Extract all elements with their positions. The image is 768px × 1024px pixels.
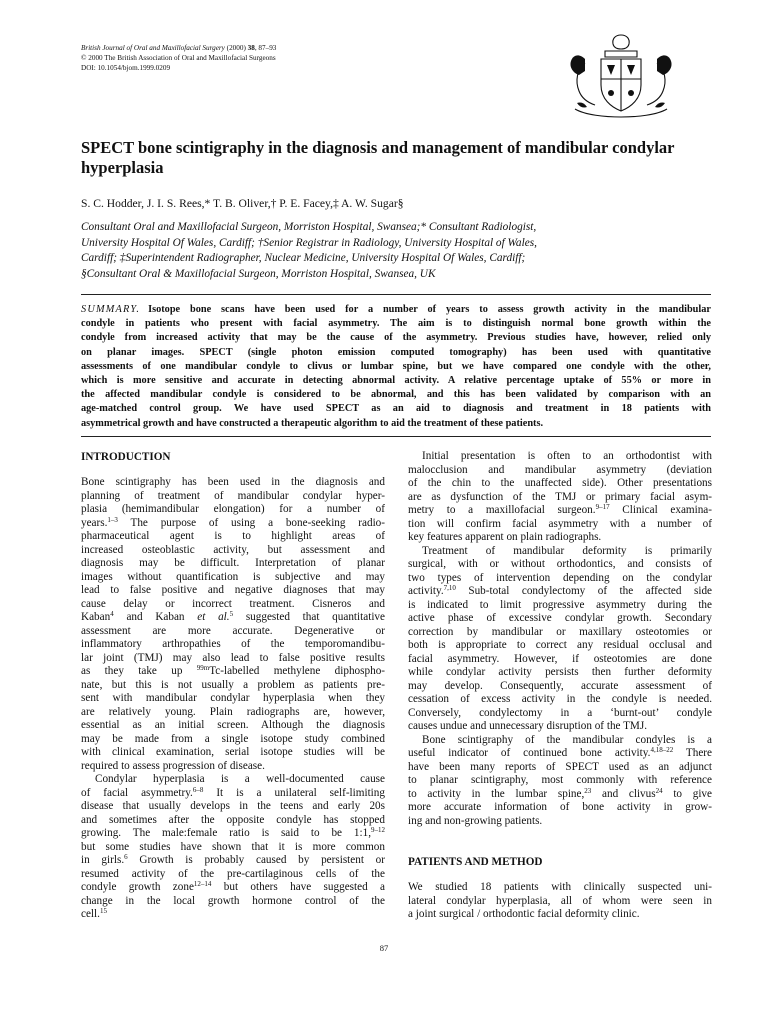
affiliation-line: University Hospital Of Wales, Cardiff; †Senior Registrar in Radiology, University Hospital of Wales,: [81, 236, 537, 249]
journal-doi: DOI: 10.1054/bjom.1999.0209: [81, 64, 171, 72]
affiliation-line: Consultant Oral and Maxillofacial Surgeon, Morriston Hospital, Swansea;* Consultant Radiologist,: [81, 221, 537, 233]
summary-line: condyle from increased activity that may be the cause of the asymmetry. Previous studies have, however, relied only: [81, 332, 711, 344]
article-authors: S. C. Hodder, J. I. S. Rees,* T. B. Oliver,† P. E. Facey,‡ A. W. Sugar§: [81, 197, 404, 210]
summary-bottom-rule: [81, 436, 711, 437]
introduction-heading: INTRODUCTION: [81, 451, 171, 463]
summary-abstract: [81, 303, 711, 431]
summary-label: SUMMARY.: [81, 304, 141, 315]
summary-line: which is more sensitive and accurate in detecting abnormal activity. A relative percentage uptake of 55% or more in: [81, 375, 711, 387]
summary-top-rule: [81, 294, 711, 295]
summary-line: age-matched control group. We have used SPECT as an aid to diagnosis and treatment in 18 patients with: [81, 403, 711, 415]
journal-copyright: © 2000 The British Association of Oral and Maxillofacial Surgeons: [81, 54, 276, 62]
summary-line: the affected mandibular condyle is considered to be abnormal, and this has been validated by comparison with an: [81, 389, 711, 401]
right-column: [408, 450, 712, 922]
left-column: [81, 450, 385, 922]
article-title: SPECT bone scintigraphy in the diagnosis and management of mandibular condylar hyperplasia: [81, 138, 675, 177]
summary-line: assessments of one mandibular condyle to clivus or lumbar spine, but we have compared one condyle with the other,: [81, 360, 711, 372]
summary-line: SUMMARY. Isotope bone scans have been used for a number of years to assess growth activity in the mandibular: [81, 304, 711, 315]
summary-line: asymmetrical growth and have constructed a therapeutic algorithm to aid the treatment of these patients.: [81, 417, 544, 429]
summary-line: condyle in patients who present with facial asymmetry. The aim is to distinguish normal bone growth within the: [81, 318, 711, 330]
intro-paragraph-3: Initial presentation is often to an orthodontist with malocclusion and mandibular asymmetry (deviation of the chin to the unaffected side). Other presentations are as dysfunction of the TMJ or primary facial asym- metry to a maxillofacial surgeon.$^{9-17}$ Clinical examina- tion will confirm facial asymmetry with a number of key features apparent on plain radiographs.: [408, 450, 713, 543]
intro-paragraph-1: Bone scintigraphy has been used in the diagnosis and planning of treatment of mandibular condylar hyper- plasia (hemimandibular elongation) for a number of years.$^{1-3}$ The purpose of using a bone-seeking radio- pharmaceutical agent is to highlight areas of increased osteoblastic activity, but assessment and diagnosis may be difficult. Interpretation of planar images without quantification is subjective and may lead to false positive and negative diagnoses that may cause delay or incorrect treatment. Cisneros and Kaban$^4$ and Kaban et al.$^5$ suggested that quantitative assessment are more accurate. Degenerative or inflammatory arthropathies of the temporomandibu- lar joint (TMJ) may also lead to false positive results as they take up $^{99m}$Tc-labelled methylene diphospho- nate, but this is not usually a problem as patients pre- sent with mandibular condylar hyperplasia when they are relatively young. Plain radiographs are, however, essential as an initial screen. Although the diagnosis may be made from a single isotope study combined with clinical examination, serial isotope studies will be required to assess progression of disease.: [81, 476, 386, 772]
affiliation-line: Cardiff; ‡Superintendent Radiographer, Nuclear Medicine, University Hospital Of Wales, Cardiff;: [81, 252, 526, 264]
baoms-crest-icon: [555, 29, 687, 121]
intro-paragraph-2: Condylar hyperplasia is a well-documented cause of facial asymmetry.$^{6-8}$ It is a unilateral self-limiting disease that usually develops in the teens and early 20s and sometimes after the opposite condyle has stopped growing. The male:female ratio is said to be 1:1,$^{9-12}$ but some studies have shown that it is more common in girls.$^6$ Growth is probably caused by persistent or resumed activity of the pre-cartilaginous cells of the condyle growth zone$^{12-14}$ but others have suggested a change in the local growth hormone control of the cell.$^{15}$: [81, 773, 385, 920]
intro-paragraph-5: Bone scintigraphy of the mandibular condyles is a useful indicator of continued bone activity.$^{4,18-22}$ There have been many reports of SPECT used as an adjunct to planar scintigraphy, most commonly with reference to activity in the lumbar spine,$^{23}$ and clivus$^{24}$ to give more accurate information of bone activity in grow- ing and non-growing patients.: [408, 733, 712, 827]
intro-paragraph-4: Treatment of mandibular deformity is primarily surgical, with or without orthodontics, and consists of two types of intervention depending on the condylar activity.$^{7,10}$ Sub-total condylectomy of the affected side is indicated to limit progressive asymmetry during the active phase of excessive condylar growth. Secondary correction by mandibular or maxillary osteotomies or both is appropriate to correct any residual occlusal and facial asymmetry. However, if osteotomies are done while condylar activity persists then further deformity may develop. Consequently, accurate assessment of cessation of excess activity in the condyle is needed. Conversely, condylectomy in a ‘burnt-out’ condyle causes undue and unnecessary disruption of the TMJ.: [408, 544, 712, 732]
journal-citation: British Journal of Oral and Maxillofacial Surgery (2000) 38, 87–93: [81, 44, 277, 52]
affiliation-line: §Consultant Oral & Maxillofacial Surgeon, Morriston Hospital, Swansea, UK: [81, 267, 436, 280]
patients-method-paragraph: We studied 18 patients with clinically suspected uni- lateral condylar hyperplasia, all of whom were seen in a joint surgical / orthodontic facial deformity clinic.: [408, 881, 712, 920]
page-number: 87: [379, 943, 389, 953]
patients-method-heading: PATIENTS AND METHOD: [408, 856, 543, 868]
journal-header: [81, 43, 381, 73]
summary-line: on planar images. SPECT (single photon emission computed tomography) has been used with quantitative: [81, 346, 711, 358]
author-affiliations: [81, 220, 701, 282]
